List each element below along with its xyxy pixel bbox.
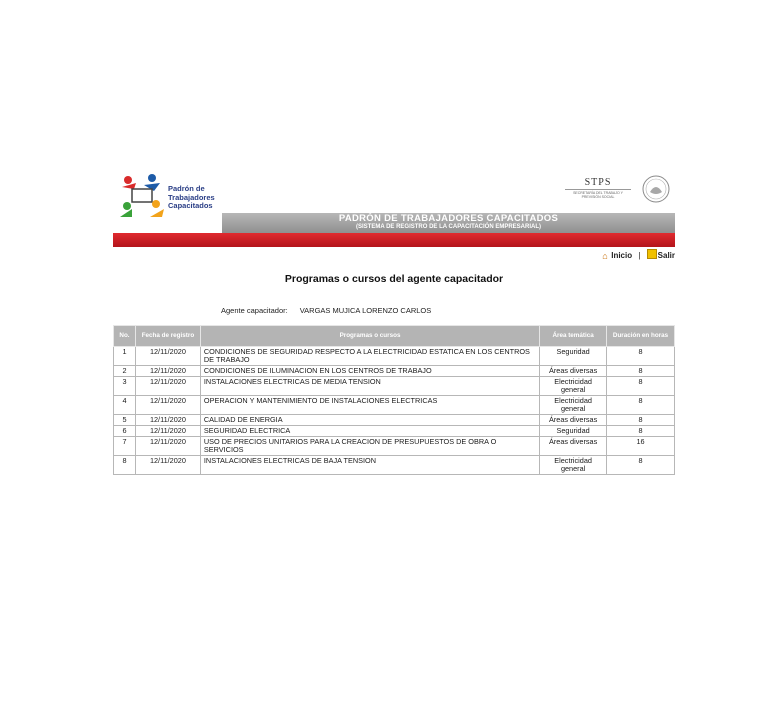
header-horas: Duración en horas [607,326,675,347]
table-row [114,426,675,437]
table-row [114,396,675,415]
cell-area: Áreas diversas [540,437,607,456]
cell-programa: CONDICIONES DE ILUMINACION EN LOS CENTROS DE TRABAJO [200,366,539,377]
cell-area: Seguridad [540,347,607,366]
cell-programa: CALIDAD DE ENERGIA [200,415,539,426]
cell-horas: 8 [607,347,675,366]
cell-programa: CONDICIONES DE SEGURIDAD RESPECTO A LA ELECTRICIDAD ESTATICA EN LOS CENTROS DE TRABAJO [200,347,539,366]
home-link[interactable] [602,251,634,260]
cell-area: Áreas diversas [540,415,607,426]
logo-text [168,185,215,211]
people-logo-icon [118,173,168,219]
logo-line-1: Padrón de [168,184,205,193]
table-row [114,456,675,475]
cell-programa: OPERACION Y MANTENIMIENTO DE INSTALACIONES ELECTRICAS [200,396,539,415]
banner-title: PADRÓN DE TRABAJADORES CAPACITADOS [338,213,559,224]
cell-programa: SEGURIDAD ELECTRICA [200,426,539,437]
cell-no: 2 [114,366,136,377]
cell-programa: USO DE PRECIOS UNITARIOS PARA LA CREACION DE PRESUPUESTOS DE OBRA O SERVICIOS [200,437,539,456]
table-row [114,366,675,377]
cell-no: 1 [114,347,136,366]
header-area: Área temática [540,326,607,347]
red-accent-bar [113,233,675,247]
cell-no: 5 [114,415,136,426]
mexico-seal-icon [641,174,671,204]
courses-table [113,325,675,475]
cell-fecha: 12/11/2020 [135,366,200,377]
cell-fecha: 12/11/2020 [135,396,200,415]
header-fecha: Fecha de registro [135,326,200,347]
agent-info [221,306,431,315]
cell-horas: 8 [607,396,675,415]
top-navigation [602,249,675,260]
cell-area: Electricidad general [540,396,607,415]
cell-no: 3 [114,377,136,396]
title-banner [222,213,675,233]
agent-label: Agente capacitador: [221,306,288,315]
table-row [114,347,675,366]
cell-no: 7 [114,437,136,456]
cell-area: Electricidad general [540,377,607,396]
cell-horas: 8 [607,456,675,475]
cell-area: Electricidad general [540,456,607,475]
page-title: Programas o cursos del agente capacitador [284,273,504,285]
exit-link[interactable] [647,251,675,260]
table-row [114,377,675,396]
cell-fecha: 12/11/2020 [135,415,200,426]
exit-label: Salir [657,251,675,260]
cell-fecha: 12/11/2020 [135,426,200,437]
cell-horas: 8 [607,415,675,426]
logo-line-2: Trabajadores [168,192,215,202]
cell-no: 4 [114,396,136,415]
header-programa: Programas o cursos [200,326,539,347]
stps-title: STPS [565,177,631,190]
site-header [113,169,675,237]
cell-horas: 8 [607,377,675,396]
cell-horas: 8 [607,426,675,437]
cell-fecha: 12/11/2020 [135,456,200,475]
cell-area: Seguridad [540,426,607,437]
banner-subtitle: (SISTEMA DE REGISTRO DE LA CAPACITACIÓN EMPRESARIAL) [355,224,541,230]
home-icon: ⌂ [602,251,608,261]
cell-programa: INSTALACIONES ELECTRICAS DE MEDIA TENSION [200,377,539,396]
agent-value: VARGAS MUJICA LORENZO CARLOS [299,306,432,315]
logo-line-3: Capacitados [168,201,213,210]
cell-fecha: 12/11/2020 [135,437,200,456]
cell-programa: INSTALACIONES ELECTRICAS DE BAJA TENSION [200,456,539,475]
home-label: Inicio [611,251,633,260]
cell-fecha: 12/11/2020 [135,347,200,366]
cell-fecha: 12/11/2020 [135,377,200,396]
nav-separator: | [638,251,641,260]
cell-area: Áreas diversas [540,366,607,377]
stps-logo [565,177,631,199]
padron-logo [118,173,228,221]
cell-no: 6 [114,426,136,437]
exit-icon [647,249,657,259]
cell-horas: 16 [607,437,675,456]
page-frame [113,169,675,473]
table-header-row [114,326,675,347]
stps-subtitle: SECRETARÍA DEL TRABAJO Y PREVISIÓN SOCIAL [573,191,623,199]
table-row [114,415,675,426]
header-no: No. [114,326,136,347]
table-row [114,437,675,456]
cell-horas: 8 [607,366,675,377]
cell-no: 8 [114,456,136,475]
